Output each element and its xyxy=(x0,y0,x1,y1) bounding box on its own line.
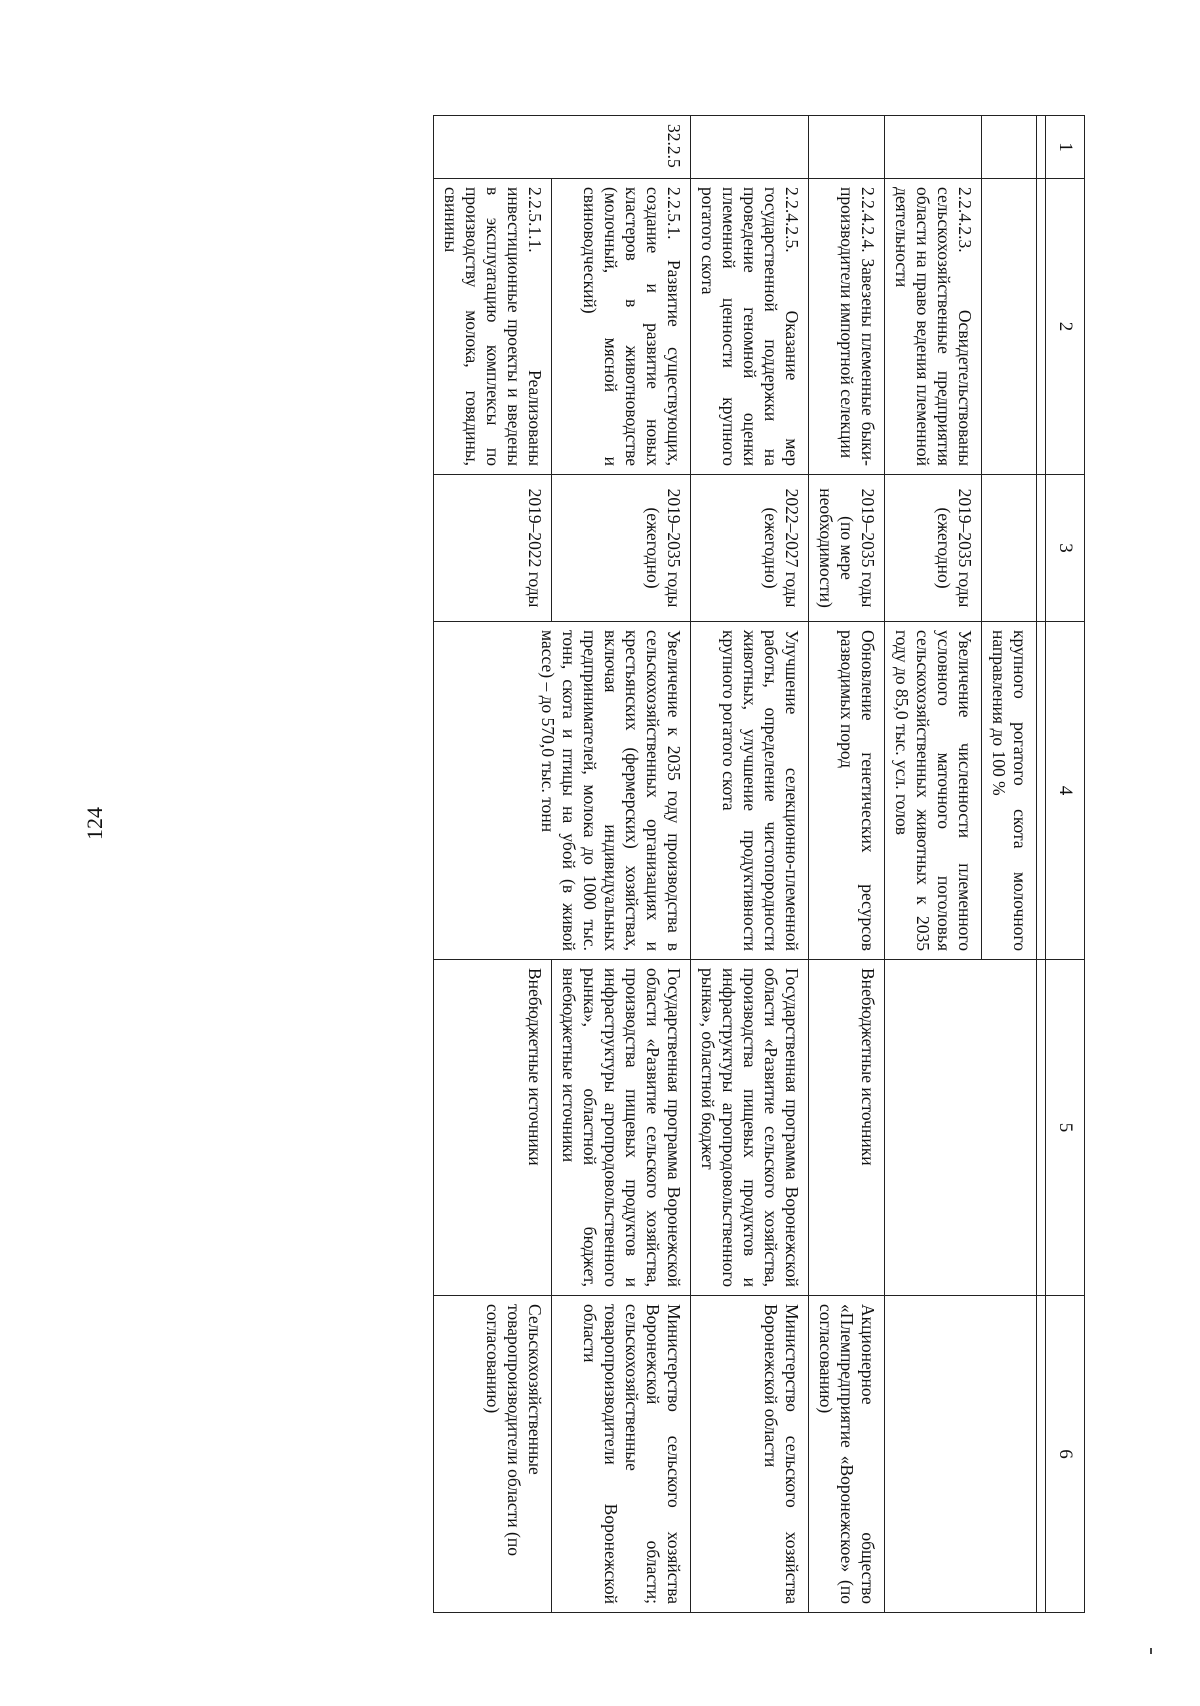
responsible: Акционерное общество «Племпредприятие «Воронежское» (по согласованию) xyxy=(809,1296,885,1613)
measure-name: 2.2.5.1.1. Реализованы инвестиционные проекты и введены в эксплуатацию комплексы по производству молока, говядины, свинины xyxy=(434,179,552,475)
responsible: Министерство сельского хозяйства Воронежской области; сельскохозяйственные товаропроизводители Воронежской области xyxy=(552,1296,691,1613)
page-number: 124 xyxy=(82,807,107,840)
expected-result: Обновление генетических ресурсов разводимых пород xyxy=(809,622,885,960)
header-col-4: 4 xyxy=(1046,622,1085,960)
period: 2019–2035 годы (по мере необходимости) xyxy=(809,475,885,622)
period: 2022–2027 годы (ежегодно) xyxy=(691,475,809,622)
responsible: Сельскохозяйственные товаропроизводители области (по согласованию) xyxy=(434,1296,552,1613)
spacer-row xyxy=(1037,116,1046,1613)
row-number: 32.2.5 xyxy=(434,116,691,179)
responsible: Министерство сельского хозяйства Воронежской области xyxy=(691,1296,809,1613)
funding-source: Внебюджетные источники xyxy=(434,960,552,1296)
row-number xyxy=(885,116,982,179)
table-row xyxy=(552,116,691,1613)
cell xyxy=(885,960,1037,1296)
period: 2019–2035 годы (ежегодно) xyxy=(885,475,982,622)
header-col-6: 6 xyxy=(1046,1296,1085,1613)
funding-source: Внебюджетные источники xyxy=(809,960,885,1296)
measure-name: 2.2.5.1. Развитие существующих, создание и развитие новых кластеров в животноводстве (молочный, мясной и свиноводческий) xyxy=(552,179,691,475)
cell xyxy=(982,475,1037,622)
measures-table xyxy=(433,115,1085,1613)
table-row xyxy=(809,116,885,1613)
header-col-2: 2 xyxy=(1046,179,1085,475)
cell xyxy=(885,1296,1037,1613)
period: 2019–2035 годы (ежегодно) xyxy=(552,475,691,622)
funding-source: Государственная программа Воронежской области «Развитие сельского хозяйства, производства пищевых продуктов и инфраструктуры агропродовольственного рынка», областной бюджет xyxy=(691,960,809,1296)
funding-source: Государственная программа Воронежской области «Развитие сельского хозяйства, производства пищевых продуктов и инфраструктуры агропродовольственного рынка», областной бюджет, внебюджетные источники xyxy=(552,960,691,1296)
rotated-page-content xyxy=(140,115,1085,1612)
scan-mark xyxy=(1150,1648,1152,1654)
header-row xyxy=(1046,116,1085,1613)
cell xyxy=(982,179,1037,475)
header-col-1: 1 xyxy=(1046,116,1085,179)
expected-result: Увеличение к 2035 году производства в сельскохозяйственных организациях и крестьянских (фермерских) хозяйствах, включая индивидуальных предпринимателей, молока до 1000 тыс. тонн, скота и птицы на убой (в живой массе) – до 570,0 тыс. тонн xyxy=(434,622,691,960)
row-number xyxy=(691,116,809,179)
continuation-row xyxy=(982,116,1037,1613)
expected-result: Улучшение селекционно-племенной работы, определение чистопородности животных, улучшение продуктивности крупного рогатого скота xyxy=(691,622,809,960)
header-col-3: 3 xyxy=(1046,475,1085,622)
measure-name: 2.2.4.2.4. Завезены племенные быки-производители импортной селекции xyxy=(809,179,885,475)
table-row xyxy=(691,116,809,1613)
measure-name: 2.2.4.2.3. Освидетельствованы сельскохозяйственные предприятия области на право ведения племенной деятельности xyxy=(885,179,982,475)
measure-name: 2.2.4.2.5. Оказание мер государственной поддержки на проведение геномной оценки племенной ценности крупного рогатого скота xyxy=(691,179,809,475)
continuation-text: крупного рогатого скота молочного направления до 100 % xyxy=(982,622,1037,960)
row-number xyxy=(809,116,885,179)
cell xyxy=(982,116,1037,179)
header-col-5: 5 xyxy=(1046,960,1085,1296)
period: 2019–2022 годы xyxy=(434,475,552,622)
expected-result: Увеличение численности племенного условного маточного поголовья сельскохозяйственных животных к 2035 году до 85,0 тыс. усл. голов xyxy=(885,622,982,960)
